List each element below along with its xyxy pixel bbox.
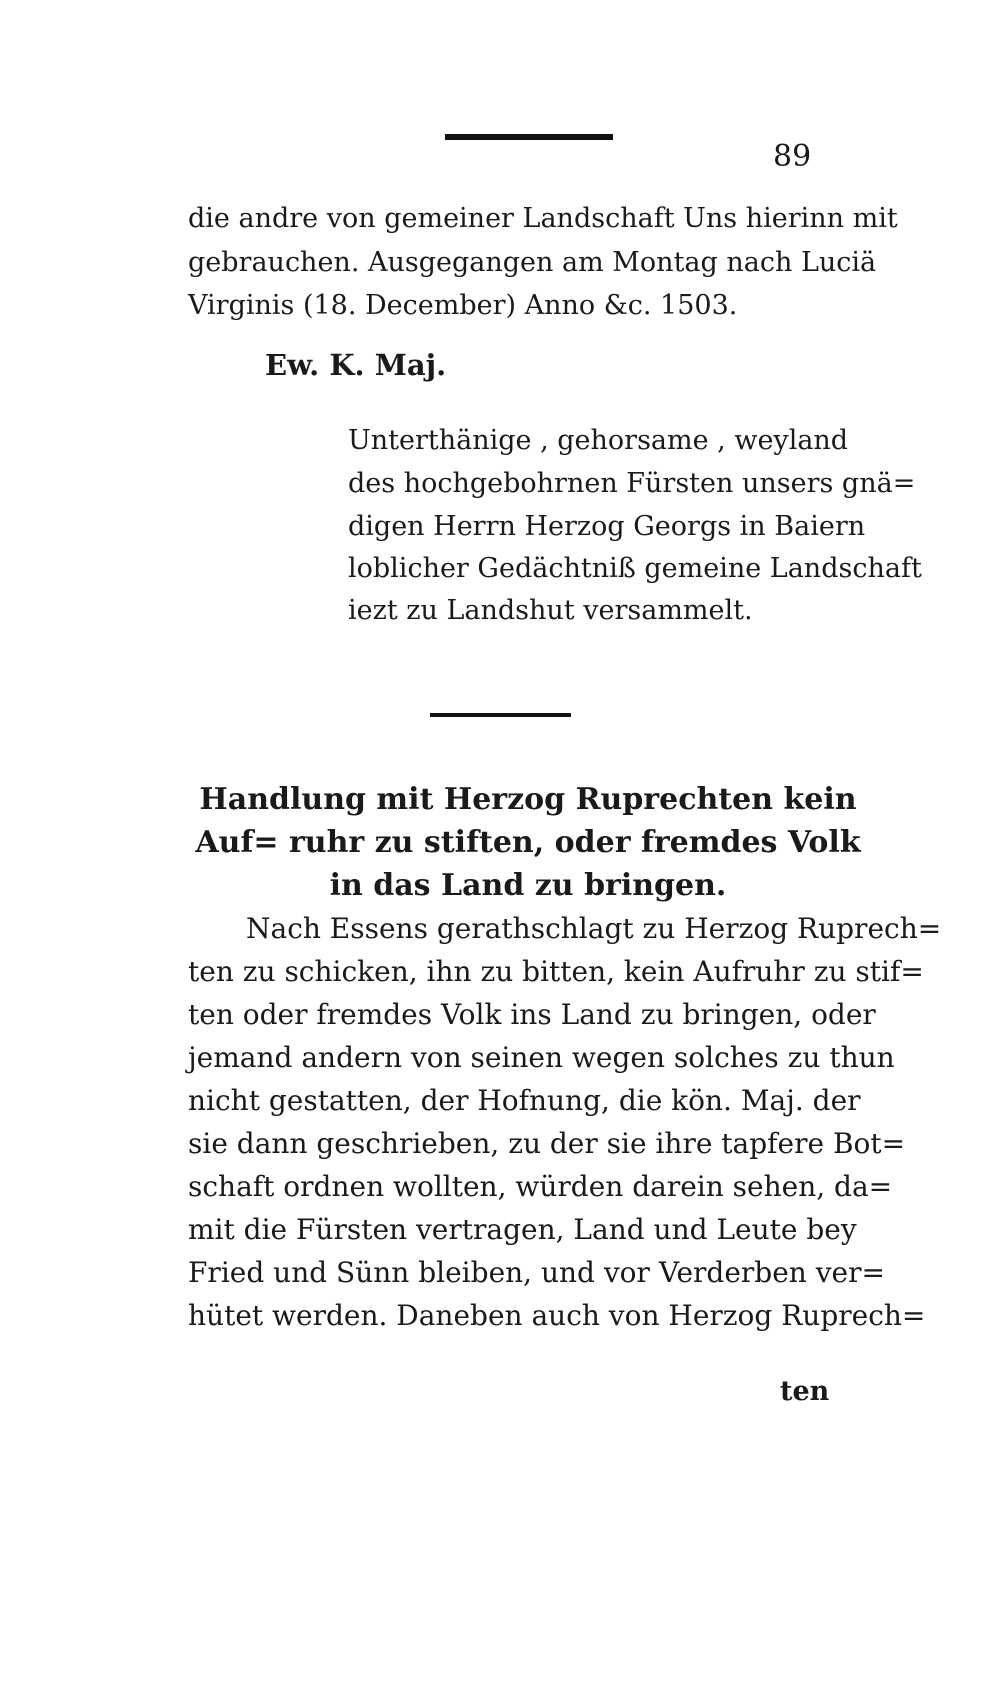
signature-line: digen Herrn Herzog Georgs in Baiern [348, 511, 866, 542]
body-line: ten zu schicken, ihn zu bitten, kein Aufruhr zu stif= [188, 955, 924, 988]
signature-line: Unterthänige , gehorsame , weyland [348, 425, 849, 456]
body-line: mit die Fürsten vertragen, Land und Leute bey [188, 1213, 857, 1246]
signature-line: des hochgebohrnen Fürsten unsers gnä= [348, 468, 916, 499]
page-number: 89 [773, 139, 812, 174]
text-line: Virginis (18. December) Anno &c. 1503. [188, 290, 738, 321]
catchword: ten [780, 1376, 830, 1407]
body-line: hütet werden. Daneben auch von Herzog Ruprech= [188, 1299, 926, 1332]
body-line: ten oder fremdes Volk ins Land zu bringen, oder [188, 998, 876, 1031]
signature-line: loblicher Gedächtniß gemeine Landschaft [348, 553, 922, 584]
closing-salutation: Ew. K. Maj. [265, 348, 447, 382]
top-rule [445, 134, 613, 140]
body-line: Nach Essens gerathschlagt zu Herzog Ruprech= [246, 912, 942, 945]
body-line: schaft ordnen wollten, würden darein sehen, da= [188, 1170, 893, 1203]
text-line: gebrauchen. Ausgegangen am Montag nach Luciä [188, 247, 877, 278]
body-line: Fried und Sünn bleiben, und vor Verderben ver= [188, 1256, 885, 1289]
body-line: jemand andern von seinen wegen solches zu thun [188, 1041, 895, 1074]
section-divider [430, 713, 571, 717]
signature-line: iezt zu Landshut versammelt. [348, 595, 753, 626]
body-line: nicht gestatten, der Hofnung, die kön. Maj. der [188, 1084, 861, 1117]
section-heading: Handlung mit Herzog Ruprechten kein Auf= ruhr zu stiften, oder fremdes Volk in das Land zu bringen. [195, 782, 861, 903]
text-line: die andre von gemeiner Landschaft Uns hierinn mit [188, 203, 898, 234]
body-line: sie dann geschrieben, zu der sie ihre tapfere Bot= [188, 1127, 906, 1160]
